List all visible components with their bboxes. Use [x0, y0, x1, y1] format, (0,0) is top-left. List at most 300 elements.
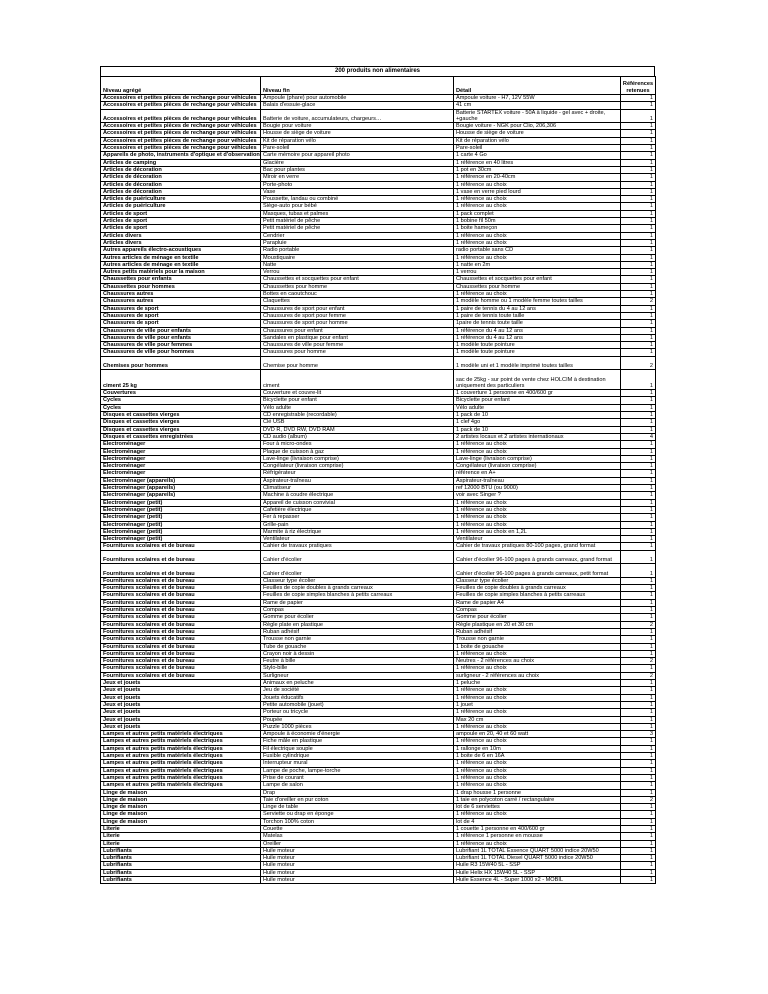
table-row [101, 774, 656, 781]
cell-detail: 1paire de tennis toute taille [454, 320, 621, 327]
table-row [101, 312, 656, 319]
table-row [101, 218, 656, 225]
cell-niveau-agrege: Chaussures de sport [101, 320, 261, 327]
cell-references: 1 [621, 109, 656, 123]
cell-detail: Règle plastique en 20 et 30 cm [454, 621, 621, 628]
table-row [101, 356, 656, 370]
cell-niveau-fin: Gomme pour écolier [261, 614, 454, 621]
cell-references: 1 [621, 680, 656, 687]
cell-references: 1 [621, 390, 656, 397]
table-row [101, 665, 656, 672]
cell-detail: 1 natte en 2m [454, 261, 621, 268]
table-row [101, 247, 656, 254]
cell-detail: Feuilles de copie doubles à grands carreaux [454, 585, 621, 592]
cell-references: 1 [621, 239, 656, 246]
cell-references: 2 [621, 621, 656, 628]
cell-detail: 1 référence du 4 au 12 ans [454, 327, 621, 334]
cell-references: 1 [621, 643, 656, 650]
table-row [101, 592, 656, 599]
cell-detail: 1 vase en verre pied lourd [454, 188, 621, 195]
cell-niveau-agrege: Lampes et autres petits matériels électriques [101, 782, 261, 789]
cell-references: 2 [621, 672, 656, 679]
table-row [101, 738, 656, 745]
cell-niveau-fin: Parapluie [261, 239, 454, 246]
cell-niveau-fin: Ruban adhésif [261, 628, 454, 635]
cell-niveau-agrege: Accessoires et petites pièces de rechange pour véhicules [101, 145, 261, 152]
cell-references: 1 [621, 709, 656, 716]
table-row [101, 833, 656, 840]
cell-niveau-fin: Jouets éducatifs [261, 694, 454, 701]
cell-niveau-fin: Chaussures de sport pour homme [261, 320, 454, 327]
cell-niveau-fin: Jeu de société [261, 687, 454, 694]
table-row [101, 636, 656, 643]
cell-niveau-fin: Fiche mâle en plastique [261, 738, 454, 745]
cell-niveau-fin: Cahier d'écolier [261, 564, 454, 578]
cell-niveau-agrege: Literie [101, 833, 261, 840]
spreadsheet [100, 66, 655, 884]
cell-niveau-agrege: Lampes et autres petits matériels électriques [101, 774, 261, 781]
cell-niveau-agrege: Fournitures scolaires et de bureau [101, 658, 261, 665]
cell-niveau-agrege: Articles de décoration [101, 188, 261, 195]
cell-niveau-fin: Crayon noir à dessin [261, 650, 454, 657]
table-row [101, 521, 656, 528]
cell-niveau-fin: Huile moteur [261, 869, 454, 876]
cell-niveau-agrege: Disques et cassettes vierges [101, 419, 261, 426]
cell-niveau-fin: Classeur type écolier [261, 577, 454, 584]
cell-references: 1 [621, 174, 656, 181]
cell-detail: Huile R3 15W40 5L - SSP [454, 862, 621, 869]
cell-detail: Bougie voiture - NGK pour Clio, 206,306 [454, 123, 621, 130]
cell-detail: Trousse non garnie [454, 636, 621, 643]
cell-references: 1 [621, 95, 656, 102]
cell-detail: Lubrifiant 1L TOTAL Diesel QUART 5000 indice 20W50 [454, 855, 621, 862]
table-row [101, 804, 656, 811]
cell-niveau-fin: Chaussures de sport pour femme [261, 312, 454, 319]
cell-niveau-fin: Bicyclette pour enfant [261, 397, 454, 404]
cell-detail: 1 référence au choix [454, 521, 621, 528]
table-row [101, 621, 656, 628]
cell-references: 1 [621, 470, 656, 477]
cell-detail: 1 référence au choix [454, 687, 621, 694]
cell-niveau-fin: Radio portable [261, 247, 454, 254]
cell-references: 1 [621, 412, 656, 419]
table-row [101, 159, 656, 166]
cell-niveau-agrege: Couvertures [101, 390, 261, 397]
cell-references: 1 [621, 564, 656, 578]
cell-detail: 1 référence au choix [454, 181, 621, 188]
table-row [101, 298, 656, 305]
cell-references: 1 [621, 628, 656, 635]
cell-references: 4 [621, 433, 656, 440]
cell-niveau-agrege: Linge de maison [101, 796, 261, 803]
table-row [101, 672, 656, 679]
cell-niveau-agrege: Chaussures de ville pour enfants [101, 334, 261, 341]
cell-detail: 1 référence au choix [454, 239, 621, 246]
cell-references: 1 [621, 694, 656, 701]
cell-niveau-fin: Couverture et couvre-lit [261, 390, 454, 397]
cell-detail: 1 rallonge en 10m [454, 745, 621, 752]
table-row [101, 869, 656, 876]
cell-niveau-fin: Cahier d'écolier [261, 550, 454, 564]
cell-niveau-agrege: Electroménager (appareils) [101, 485, 261, 492]
table-row [101, 463, 656, 470]
cell-niveau-agrege: Jeux et jouets [101, 694, 261, 701]
cell-niveau-fin: Bac pour plantes [261, 166, 454, 173]
cell-niveau-fin: Chaussettes et socquettes pour enfant [261, 276, 454, 283]
header-niveau-agrege: Niveau agrégé [101, 77, 261, 95]
table-row [101, 731, 656, 738]
cell-references: 1 [621, 528, 656, 535]
cell-niveau-agrege: Literie [101, 825, 261, 832]
sheet-title: 200 produits non alimentaires [100, 66, 655, 76]
cell-detail: 1 jouet [454, 701, 621, 708]
table-row [101, 694, 656, 701]
cell-detail: 1 modèle toute pointure [454, 342, 621, 349]
cell-references: 1 [621, 203, 656, 210]
cell-niveau-agrege: Fournitures scolaires et de bureau [101, 577, 261, 584]
cell-niveau-fin: Clé USB [261, 419, 454, 426]
cell-niveau-fin: Poupée [261, 716, 454, 723]
cell-references: 1 [621, 521, 656, 528]
cell-niveau-agrege: Linge de maison [101, 789, 261, 796]
table-row [101, 628, 656, 635]
cell-references: 1 [621, 767, 656, 774]
cell-references: 2 [621, 298, 656, 305]
cell-references: 1 [621, 825, 656, 832]
cell-niveau-fin: Machine à coudre électrique [261, 492, 454, 499]
table-row [101, 796, 656, 803]
cell-niveau-agrege: Jeux et jouets [101, 701, 261, 708]
cell-detail: 1 référence au choix [454, 232, 621, 239]
table-row [101, 643, 656, 650]
cell-references: 1 [621, 847, 656, 854]
cell-references: 1 [621, 196, 656, 203]
table-row [101, 506, 656, 513]
cell-niveau-agrege: Jeux et jouets [101, 687, 261, 694]
cell-references: 1 [621, 485, 656, 492]
cell-niveau-fin: Verrou [261, 269, 454, 276]
cell-detail: 1 couverture 1 personne en 400/600 gr [454, 390, 621, 397]
table-row [101, 390, 656, 397]
cell-niveau-agrege: Chaussures autres [101, 291, 261, 298]
cell-niveau-fin: Prise de courant [261, 774, 454, 781]
table-row [101, 137, 656, 144]
table-row [101, 789, 656, 796]
table-row [101, 276, 656, 283]
cell-niveau-fin: Cendrier [261, 232, 454, 239]
cell-niveau-fin: Drap [261, 789, 454, 796]
table-row [101, 543, 656, 550]
cell-detail: sac de 25kg - sur point de vente chez HOLCIM à destination uniquement des particuliers [454, 370, 621, 390]
cell-references: 1 [621, 448, 656, 455]
table-row [101, 239, 656, 246]
cell-niveau-agrege: Lampes et autres petits matériels électriques [101, 731, 261, 738]
cell-references: 1 [621, 650, 656, 657]
table-row [101, 441, 656, 448]
cell-niveau-fin: Surligneur [261, 672, 454, 679]
cell-detail: 1 boite de gouache [454, 643, 621, 650]
table-row [101, 181, 656, 188]
cell-niveau-agrege: Chaussures de ville pour femmes [101, 342, 261, 349]
cell-niveau-agrege: Literie [101, 840, 261, 847]
cell-detail: 1 référence au choix [454, 514, 621, 521]
cell-detail: surligneur - 2 références au choix [454, 672, 621, 679]
cell-niveau-fin: Poussette, landau ou combiné [261, 196, 454, 203]
cell-niveau-agrege: Fournitures scolaires et de bureau [101, 585, 261, 592]
cell-detail: Gomme pour écolier [454, 614, 621, 621]
cell-niveau-agrege: Electroménager (petit) [101, 536, 261, 543]
cell-references: 1 [621, 869, 656, 876]
table-row [101, 95, 656, 102]
table-row [101, 174, 656, 181]
cell-detail: Congélateur (livraison comprise) [454, 463, 621, 470]
table-row [101, 203, 656, 210]
table-row [101, 404, 656, 411]
table-row [101, 455, 656, 462]
cell-niveau-agrege: Accessoires et petites pièces de rechange pour véhicules [101, 95, 261, 102]
cell-detail: 1 référence au choix [454, 291, 621, 298]
cell-niveau-agrege: Chaussures de ville pour hommes [101, 349, 261, 356]
cell-references: 1 [621, 536, 656, 543]
cell-references: 1 [621, 218, 656, 225]
cell-niveau-agrege: Jeux et jouets [101, 716, 261, 723]
cell-niveau-fin: Fer à repasser [261, 514, 454, 521]
cell-references: 1 [621, 159, 656, 166]
cell-references: 1 [621, 701, 656, 708]
cell-niveau-agrege: Disques et cassettes enregistrées [101, 433, 261, 440]
cell-references: 1 [621, 745, 656, 752]
cell-references: 1 [621, 210, 656, 217]
cell-niveau-agrege: Fournitures scolaires et de bureau [101, 614, 261, 621]
cell-niveau-agrege: Lampes et autres petits matériels électriques [101, 745, 261, 752]
cell-detail: 1 référence au choix [454, 782, 621, 789]
cell-references: 1 [621, 397, 656, 404]
cell-references: 1 [621, 130, 656, 137]
cell-detail: 1 référence en 40 litres [454, 159, 621, 166]
cell-niveau-fin: Compas [261, 607, 454, 614]
cell-niveau-agrege: Fournitures scolaires et de bureau [101, 607, 261, 614]
cell-references: 1 [621, 592, 656, 599]
table-row [101, 709, 656, 716]
cell-detail: radio portable sans CD [454, 247, 621, 254]
cell-references: 1 [621, 145, 656, 152]
cell-detail: 1 bobine fil 50m [454, 218, 621, 225]
cell-references: 1 [621, 254, 656, 261]
table-row [101, 225, 656, 232]
table-row [101, 614, 656, 621]
cell-detail: 1 carte 4 Go [454, 152, 621, 159]
cell-niveau-agrege: Chaussures autres [101, 298, 261, 305]
table-row [101, 327, 656, 334]
cell-detail: 1 modèle homme ou 1 modèle femme toutes tailles [454, 298, 621, 305]
table-row [101, 477, 656, 484]
cell-references: 1 [621, 607, 656, 614]
cell-references: 1 [621, 665, 656, 672]
cell-detail: 1 couette 1 personne en 400/600 gr [454, 825, 621, 832]
table-row [101, 687, 656, 694]
cell-detail: 1 référence au choix [454, 448, 621, 455]
cell-references: 1 [621, 441, 656, 448]
table-row [101, 426, 656, 433]
cell-detail: 1 modèle toute pointure [454, 349, 621, 356]
cell-detail: 1 paire de tennis toute taille [454, 312, 621, 319]
cell-references: 1 [621, 166, 656, 173]
cell-detail: 1 référence au choix [454, 767, 621, 774]
cell-niveau-agrege: Linge de maison [101, 818, 261, 825]
cell-niveau-agrege: Accessoires et petites pièces de rechange pour véhicules [101, 123, 261, 130]
cell-references: 1 [621, 543, 656, 550]
cell-niveau-agrege: Fournitures scolaires et de bureau [101, 599, 261, 606]
cell-detail: voir avec Singer ? [454, 492, 621, 499]
cell-niveau-fin: Huile moteur [261, 862, 454, 869]
cell-references: 1 [621, 181, 656, 188]
cell-niveau-agrege: Cycles [101, 404, 261, 411]
cell-detail: Housse de siège de voiture [454, 130, 621, 137]
cell-references: 1 [621, 327, 656, 334]
cell-niveau-agrege: Articles divers [101, 239, 261, 246]
table-row [101, 349, 656, 356]
cell-detail: 1 taie en polycoton carré / rectangulaire [454, 796, 621, 803]
cell-niveau-agrege: Articles de camping [101, 159, 261, 166]
cell-niveau-agrege: Disques et cassettes vierges [101, 412, 261, 419]
cell-niveau-agrege: Lubrifiants [101, 855, 261, 862]
cell-niveau-fin: Chaussettes pour homme [261, 283, 454, 290]
cell-niveau-fin: Cahier de travaux pratiques [261, 543, 454, 550]
cell-niveau-agrege: Autres appareils électro-acoustiques [101, 247, 261, 254]
cell-niveau-fin: Pare-soleil [261, 145, 454, 152]
cell-niveau-agrege: Electroménager (petit) [101, 499, 261, 506]
cell-detail: Aspirateur-traîneau [454, 477, 621, 484]
cell-niveau-agrege: Chaussettes pour hommes [101, 283, 261, 290]
cell-references: 1 [621, 404, 656, 411]
cell-niveau-agrege: Chemises pour hommes [101, 356, 261, 370]
cell-niveau-fin: Torchon 100% coton [261, 818, 454, 825]
cell-niveau-agrege: Chaussures de ville pour enfants [101, 327, 261, 334]
table-row [101, 716, 656, 723]
cell-niveau-agrege: Electroménager (petit) [101, 514, 261, 521]
cell-niveau-fin: Kit de réparation vélo [261, 137, 454, 144]
cell-niveau-fin: Carte mémoire pour appareil photo [261, 152, 454, 159]
cell-niveau-fin: Petit matériel de pêche [261, 225, 454, 232]
cell-detail: 1 référence au choix [454, 840, 621, 847]
cell-niveau-agrege: Linge de maison [101, 804, 261, 811]
cell-niveau-fin: Lampe de salon [261, 782, 454, 789]
cell-niveau-fin: CD audio (album) [261, 433, 454, 440]
cell-detail: 1 pack complet [454, 210, 621, 217]
table-body [101, 95, 656, 884]
cell-detail: 1 pack de 10 [454, 412, 621, 419]
cell-detail: Max 20 cm [454, 716, 621, 723]
cell-niveau-fin: Siège-auto pour bébé [261, 203, 454, 210]
table-row [101, 499, 656, 506]
cell-niveau-fin: Linge de table [261, 804, 454, 811]
table-row [101, 448, 656, 455]
cell-references: 1 [621, 225, 656, 232]
cell-references: 3 [621, 731, 656, 738]
table-row [101, 760, 656, 767]
table-row [101, 342, 656, 349]
cell-references: 1 [621, 599, 656, 606]
cell-niveau-agrege: Electroménager [101, 470, 261, 477]
cell-niveau-agrege: Articles de sport [101, 218, 261, 225]
cell-detail: Cahier d'écolier 96-100 pages à grands carreaux, petit format [454, 564, 621, 578]
cell-niveau-fin: Serviette ou drap en éponge [261, 811, 454, 818]
header-row [101, 77, 656, 95]
table-row [101, 818, 656, 825]
table-row [101, 130, 656, 137]
products-table [100, 76, 656, 884]
cell-references: 1 [621, 862, 656, 869]
cell-references: 1 [621, 514, 656, 521]
cell-niveau-agrege: Fournitures scolaires et de bureau [101, 550, 261, 564]
cell-detail: 1 référence 1 personne en mousse [454, 833, 621, 840]
cell-niveau-fin: Puzzle 1000 pièces [261, 723, 454, 730]
cell-references: 1 [621, 305, 656, 312]
cell-niveau-agrege: Lubrifiants [101, 862, 261, 869]
cell-references: 1 [621, 370, 656, 390]
table-row [101, 109, 656, 123]
cell-niveau-fin: Porteur ou tricycle [261, 709, 454, 716]
table-row [101, 528, 656, 535]
cell-niveau-agrege: Lubrifiants [101, 877, 261, 884]
header-niveau-fin: Niveau fin [261, 77, 454, 95]
cell-detail: Ruban adhésif [454, 628, 621, 635]
cell-niveau-agrege: Autres articles de ménage en textile [101, 261, 261, 268]
cell-niveau-fin: Couette [261, 825, 454, 832]
cell-niveau-agrege: Lampes et autres petits matériels électriques [101, 760, 261, 767]
table-row [101, 658, 656, 665]
table-row [101, 188, 656, 195]
cell-detail: Neutres - 2 références au choix [454, 658, 621, 665]
table-row [101, 492, 656, 499]
cell-detail: 1 pack de 10 [454, 426, 621, 433]
table-row [101, 102, 656, 109]
cell-niveau-agrege: Fournitures scolaires et de bureau [101, 636, 261, 643]
cell-niveau-agrege: Linge de maison [101, 811, 261, 818]
cell-references: 1 [621, 550, 656, 564]
cell-niveau-fin: Petite automobile (jouet) [261, 701, 454, 708]
cell-niveau-agrege: Accessoires et petites pièces de rechange pour véhicules [101, 137, 261, 144]
cell-references: 1 [621, 855, 656, 862]
table-row [101, 370, 656, 390]
cell-niveau-agrege: Articles de sport [101, 225, 261, 232]
cell-niveau-agrege: Articles de puériculture [101, 196, 261, 203]
cell-references: 1 [621, 833, 656, 840]
cell-detail: 1 référence au choix [454, 738, 621, 745]
cell-references: 1 [621, 261, 656, 268]
cell-references: 1 [621, 455, 656, 462]
cell-niveau-fin: Chemise pour homme [261, 356, 454, 370]
cell-niveau-fin: Bougie pour voiture [261, 123, 454, 130]
table-row [101, 825, 656, 832]
cell-niveau-agrege: Cycles [101, 397, 261, 404]
cell-niveau-agrege: Autres articles de ménage en textile [101, 254, 261, 261]
cell-detail: Huile Helix HX 15W40 5L - SSP [454, 869, 621, 876]
cell-detail: Chaussettes pour homme [454, 283, 621, 290]
cell-detail: 1 référence au choix [454, 760, 621, 767]
cell-references: 1 [621, 232, 656, 239]
header-references-retenues: Références retenues [621, 77, 656, 95]
cell-detail: 1 référence au choix [454, 506, 621, 513]
cell-niveau-fin: Règle plate en plastique [261, 621, 454, 628]
cell-references: 1 [621, 753, 656, 760]
cell-niveau-agrege: Electroménager [101, 441, 261, 448]
cell-references: 1 [621, 723, 656, 730]
cell-references: 1 [621, 877, 656, 884]
cell-niveau-fin: Réfrigérateur [261, 470, 454, 477]
table-row [101, 485, 656, 492]
cell-references: 1 [621, 312, 656, 319]
